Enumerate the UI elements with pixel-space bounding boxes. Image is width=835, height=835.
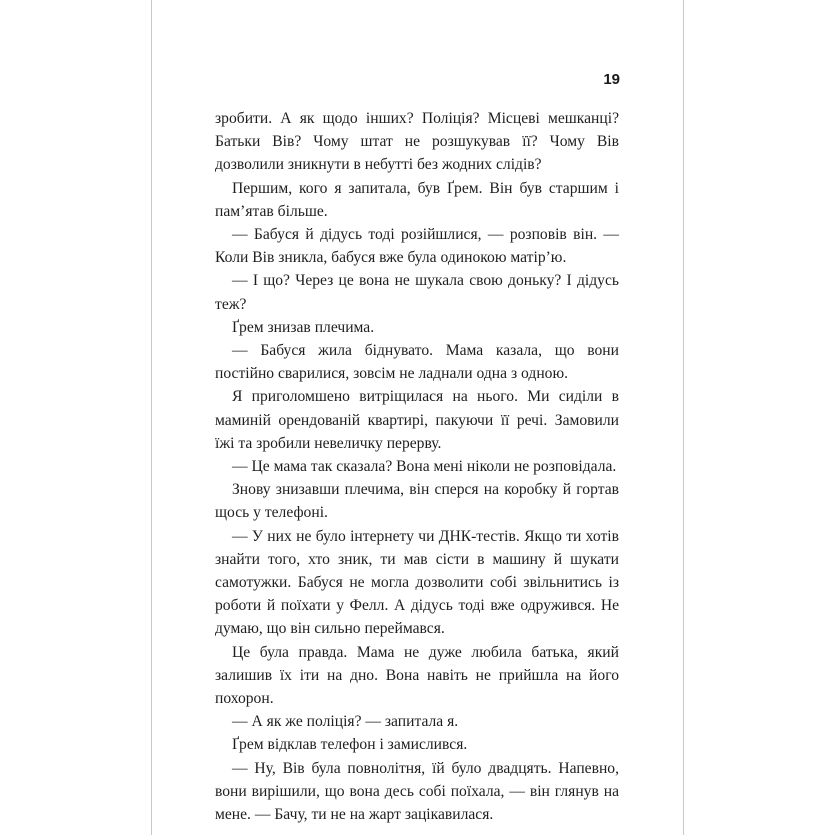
paragraph: Ґрем відклав телефон і замислився.: [232, 736, 468, 754]
paragraph: — Бабуся жила біднувато. Мама казала, що вони постійно сварилися, зовсім не ладнали одна з одною.: [215, 342, 619, 383]
paragraph: — У них не було інтернету чи ДНК-тестів. Якщо ти хотів знайти того, хто зник, ти мав сісти в машину й шукати самотужки. Бабуся не могла дозволити собі звільнитись із роботи й поїхати у Фелл. А дідусь тоді вже одружився. Не думаю, що він сильно переймався.: [215, 527, 619, 638]
paragraph: — Ну, Вів була повнолітня, їй було двадцять. Напевно, вони вирішили, що вона десь собі поїхала, — він глянув на мене. — Бачу, ти не на жарт зацікавилася.: [215, 759, 619, 824]
body-text: [215, 107, 619, 826]
paragraph: Це була правда. Мама не дуже любила батька, який залишив їх іти на дно. Вона навіть не прийшла на його похорон.: [215, 643, 619, 708]
page-number: 19: [603, 71, 620, 88]
paragraph: — А як же поліція? — запитала я.: [232, 713, 459, 731]
paragraph: Ґрем знизав плечима.: [232, 318, 375, 336]
paragraph: — Це мама так сказала? Вона мені ніколи не розповідала.: [232, 458, 617, 476]
paragraph: Знову знизавши плечима, він сперся на коробку й гортав щось у телефоні.: [215, 481, 619, 522]
paragraph: зробити. А як щодо інших? Поліція? Місцеві мешканці? Батьки Вів? Чому штат не розшукував її? Чому Вів дозволили зникнути в небутті без жодних слідів?: [215, 110, 619, 174]
page-right-edge: [683, 0, 684, 835]
page-left-edge: [151, 0, 152, 835]
paragraph: Я приголомшено витріщилася на нього. Ми сиділи в маминій орендованій квартирі, пакуючи її речі. Замовили їжі та зробили невеличку перерву.: [215, 388, 619, 452]
paragraph: — Бабуся й дідусь тоді розійшлися, — розповів він. — Коли Вів зникла, бабуся вже була одинокою матір’ю.: [215, 226, 619, 267]
paragraph: — І що? Через це вона не шукала свою доньку? І дідусь теж?: [215, 272, 619, 313]
paragraph: Першим, кого я запитала, був Ґрем. Він був старшим і пам’ятав більше.: [215, 179, 619, 220]
